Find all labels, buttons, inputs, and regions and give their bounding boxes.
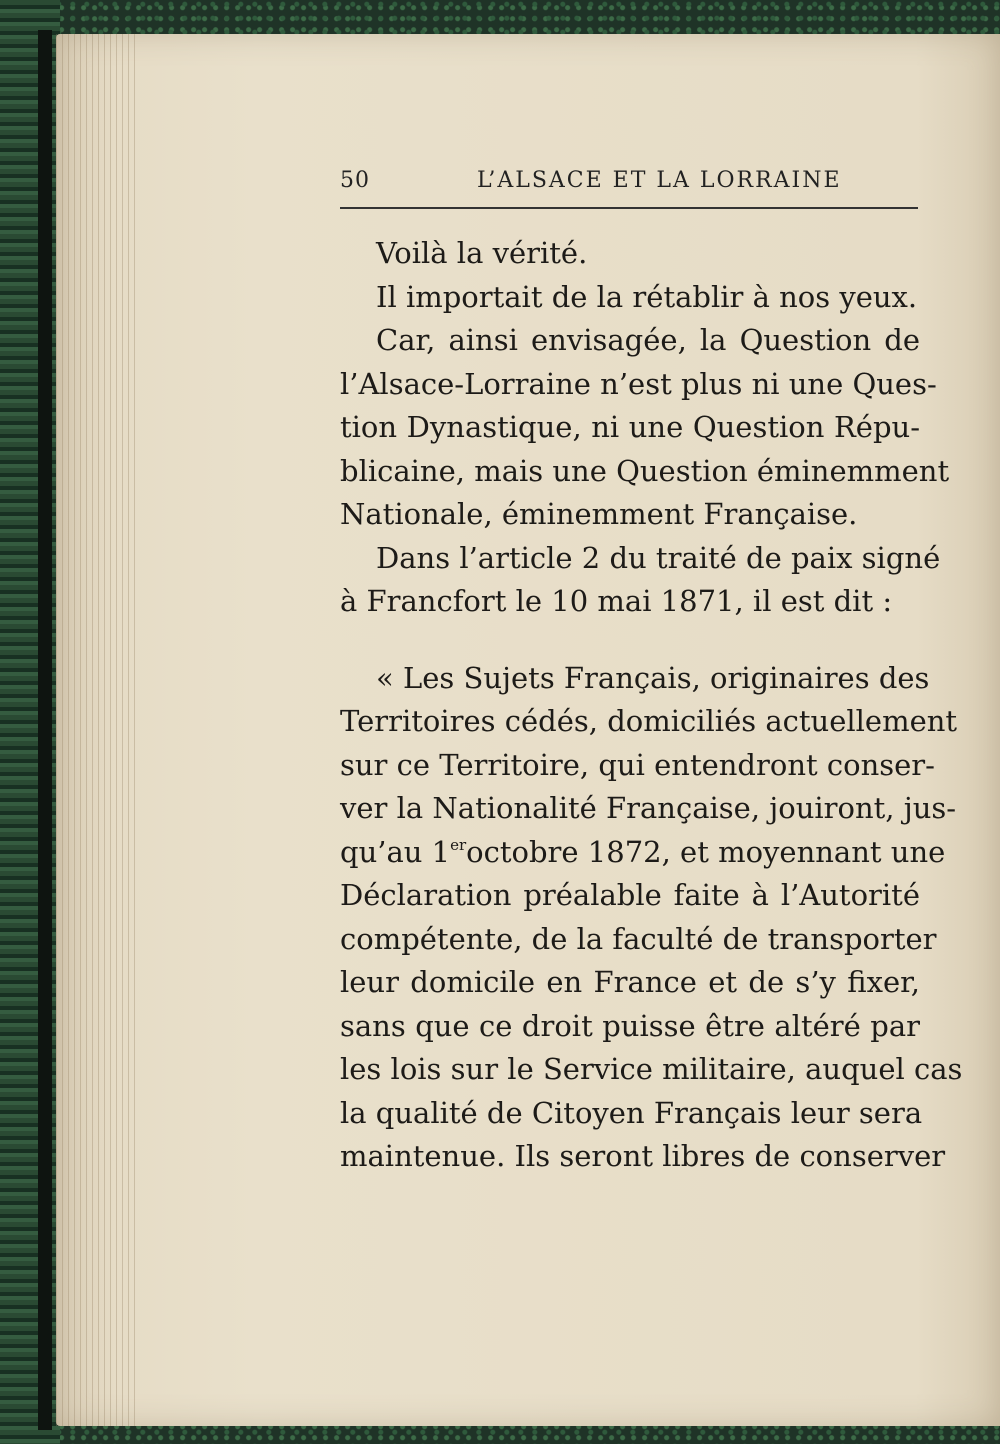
paragraph-line: Car, ainsi envisagée, la Question de <box>376 323 920 357</box>
header-rule <box>340 207 918 209</box>
quote-line-start <box>340 831 466 875</box>
paragraph-line: Il importait de la rétablir à nos yeux. <box>376 279 918 314</box>
binding-edge <box>38 30 52 1430</box>
paragraph-line: Nationale, éminemment Française. <box>340 497 858 531</box>
body-text <box>340 232 963 1179</box>
quote-line: ver la Nationalité Française, jouiront, jus- <box>340 791 957 825</box>
quote-line: « Les Sujets Français, originaires des <box>376 660 930 695</box>
quote-line <box>340 831 946 875</box>
running-title: L’ALSACE ET LA LORRAINE <box>477 168 842 193</box>
quote-line: Déclaration préalable faite à l’Autorité <box>340 878 920 912</box>
paragraph-line: Voilà la vérité. <box>376 236 588 270</box>
quote-line: sur ce Territoire, qui entendront conser- <box>340 747 935 782</box>
quote-line: Territoires cédés, domiciliés actuellement <box>340 704 958 738</box>
quote-line: la qualité de Citoyen Français leur sera <box>340 1095 923 1130</box>
quote-text: qu’au 1 <box>340 834 451 869</box>
quote-line: leur domicile en France et de s’y fixer, <box>340 965 920 999</box>
paragraph-line: blicaine, mais une Question éminemment <box>340 453 950 488</box>
page-number: 50 <box>340 168 370 193</box>
quote-line: les lois sur le Service militaire, auquel cas <box>340 1052 963 1086</box>
running-head <box>340 168 918 198</box>
paragraph-line: à Francfort le 10 mai 1871, il est dit : <box>340 584 893 618</box>
quote-line-end: octobre 1872, et moyennant une <box>466 834 946 869</box>
ordinal-superscript: er <box>450 835 467 854</box>
paragraph-line: tion Dynastique, ni une Question Répu- <box>340 410 920 444</box>
paragraph-gap <box>340 624 920 657</box>
quote-line: sans que ce droit puisse être altéré par <box>340 1008 920 1043</box>
paragraph-line: l’Alsace-Lorraine n’est plus ni une Ques- <box>340 366 937 401</box>
quote-line: compétente, de la faculté de transporter <box>340 921 937 956</box>
page-leaves <box>56 34 136 1426</box>
paragraph-line: Dans l’article 2 du traité de paix signé <box>376 540 941 575</box>
quote-line: maintenue. Ils seront libres de conserver <box>340 1139 946 1173</box>
